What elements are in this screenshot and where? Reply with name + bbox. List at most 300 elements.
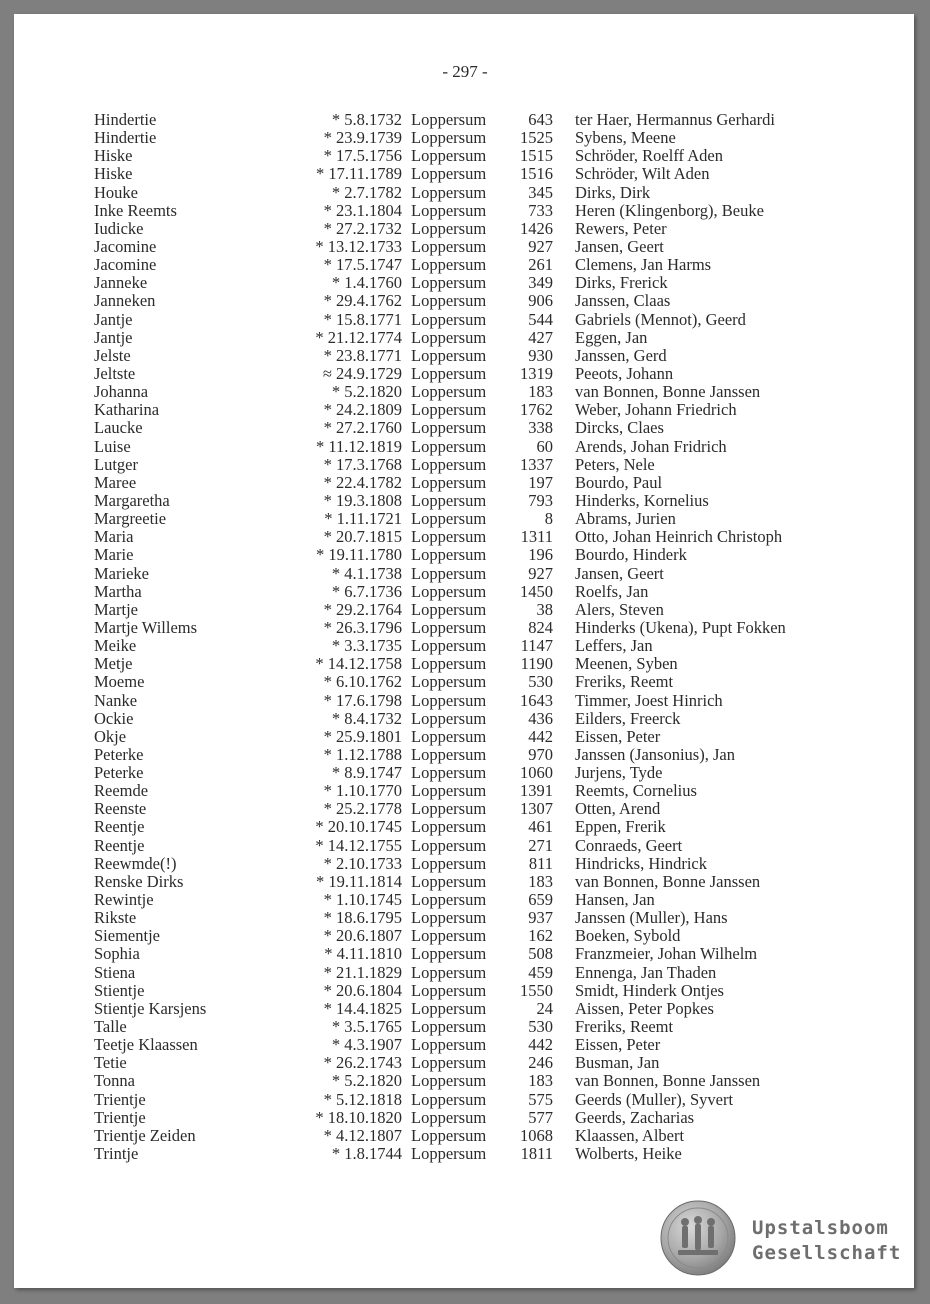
entry-name: Reewmde(!) [94, 853, 177, 873]
entry-date: * 5.2.1820 [331, 382, 402, 402]
entry-place: Loppersum [411, 382, 487, 402]
table-row [0, 710, 930, 728]
entry-name: Inke Reemts [94, 200, 177, 220]
entry-spouse: Janssen (Muller), Hans [575, 908, 728, 928]
entry-number: 1060 [520, 763, 553, 783]
entry-place: Loppersum [411, 146, 487, 166]
entry-spouse: Gabriels (Mennot), Geerd [575, 309, 746, 329]
entry-number: 60 [536, 436, 553, 456]
entry-place: Loppersum [411, 962, 487, 982]
entry-number: 1515 [520, 146, 553, 166]
table-row [0, 111, 930, 129]
entry-number: 930 [528, 345, 553, 365]
entry-number: 906 [528, 291, 553, 311]
entry-place: Loppersum [411, 128, 487, 148]
entry-place: Loppersum [411, 781, 487, 801]
entry-number: 927 [528, 236, 553, 256]
entry-place: Loppersum [411, 273, 487, 293]
entry-date: * 22.4.1782 [323, 472, 402, 492]
table-row [0, 637, 930, 655]
table-row [0, 1036, 930, 1054]
entry-number: 1450 [520, 581, 553, 601]
entry-spouse: Timmer, Joest Hinrich [575, 690, 723, 710]
table-row [0, 565, 930, 583]
table-row [0, 528, 930, 546]
entry-place: Loppersum [411, 817, 487, 837]
table-row [0, 510, 930, 528]
entry-place: Loppersum [411, 436, 487, 456]
table-row [0, 546, 930, 564]
entry-spouse: Janssen (Jansonius), Jan [575, 744, 735, 764]
entry-name: Trientje [94, 1089, 146, 1109]
entry-date: * 4.12.1807 [323, 1125, 402, 1145]
entry-name: Rikste [94, 908, 137, 928]
entry-date: * 26.2.1743 [323, 1053, 402, 1073]
entry-place: Loppersum [411, 1035, 487, 1055]
entry-date: * 4.1.1738 [331, 563, 402, 583]
entry-place: Loppersum [411, 545, 487, 565]
entry-number: 530 [528, 672, 553, 692]
entry-place: Loppersum [411, 309, 487, 329]
entry-spouse: Clemens, Jan Harms [575, 255, 712, 275]
entry-number: 271 [528, 835, 553, 855]
entry-date: * 18.6.1795 [323, 908, 402, 928]
entry-number: 530 [528, 1017, 553, 1037]
entry-place: Loppersum [411, 490, 487, 510]
entry-spouse: Peters, Nele [575, 454, 655, 474]
entry-date: * 23.1.1804 [323, 200, 402, 220]
entry-place: Loppersum [411, 853, 487, 873]
entry-date: ≈ 24.9.1729 [322, 363, 402, 383]
watermark-line-1: Upstalsboom [752, 1217, 889, 1239]
entry-number: 183 [528, 1071, 553, 1091]
entry-place: Loppersum [411, 672, 487, 692]
entry-name: Jantje [94, 327, 133, 347]
entry-name: Nanke [94, 690, 138, 710]
entry-place: Loppersum [411, 726, 487, 746]
entry-date: * 20.10.1745 [315, 817, 402, 837]
entry-place: Loppersum [411, 400, 487, 420]
entry-place: Loppersum [411, 690, 487, 710]
entry-name: Hindertie [94, 110, 157, 129]
entry-name: Stiena [94, 962, 136, 982]
table-row [0, 964, 930, 982]
entry-number: 1550 [520, 980, 553, 1000]
entry-number: 196 [528, 545, 553, 565]
entry-name: Renske Dirks [94, 871, 184, 891]
entry-spouse: Janssen, Gerd [575, 345, 667, 365]
entry-spouse: Abrams, Jurien [575, 509, 676, 529]
entry-number: 937 [528, 908, 553, 928]
entry-spouse: Bourdo, Paul [575, 472, 663, 492]
entry-spouse: Arends, Johan Fridrich [575, 436, 727, 456]
entry-name: Sophia [94, 944, 140, 964]
entry-spouse: Hindricks, Hindrick [575, 853, 707, 873]
entry-place: Loppersum [411, 363, 487, 383]
entry-spouse: Dircks, Claes [575, 418, 664, 438]
entry-place: Loppersum [411, 835, 487, 855]
entry-place: Loppersum [411, 110, 487, 129]
entry-spouse: Dirks, Frerick [575, 273, 668, 293]
entry-place: Loppersum [411, 236, 487, 256]
table-row [0, 456, 930, 474]
entry-name: Jantje [94, 309, 133, 329]
entry-spouse: Aissen, Peter Popkes [575, 998, 714, 1018]
entry-place: Loppersum [411, 527, 487, 547]
table-row [0, 1000, 930, 1018]
entry-spouse: Busman, Jan [575, 1053, 660, 1073]
entry-date: * 3.3.1735 [331, 636, 402, 656]
table-row [0, 147, 930, 165]
entry-spouse: Jansen, Geert [575, 563, 664, 583]
entry-place: Loppersum [411, 799, 487, 819]
entry-name: Teetje Klaassen [94, 1035, 198, 1055]
entry-number: 1811 [520, 1144, 553, 1164]
entry-number: 24 [536, 998, 553, 1018]
entry-spouse: Ennenga, Jan Thaden [575, 962, 717, 982]
entry-name: Siementje [94, 926, 160, 946]
entry-number: 197 [528, 472, 553, 492]
entry-name: Jacomine [94, 236, 157, 256]
entry-place: Loppersum [411, 581, 487, 601]
entry-name: Ockie [94, 708, 134, 728]
entry-place: Loppersum [411, 1017, 487, 1037]
entry-name: Luise [94, 436, 131, 456]
entry-date: * 14.12.1758 [315, 654, 402, 674]
entry-place: Loppersum [411, 418, 487, 438]
entry-spouse: Hansen, Jan [575, 890, 655, 910]
entry-number: 38 [536, 599, 553, 619]
table-row [0, 474, 930, 492]
entry-spouse: Rewers, Peter [575, 218, 667, 238]
entry-date: * 1.10.1745 [323, 890, 402, 910]
entry-date: * 13.12.1733 [315, 236, 402, 256]
table-row [0, 945, 930, 963]
entry-number: 1762 [520, 400, 553, 420]
entry-place: Loppersum [411, 617, 487, 637]
entry-spouse: Otto, Johan Heinrich Christoph [575, 527, 783, 547]
entry-spouse: Wolberts, Heike [575, 1144, 682, 1164]
entry-name: Jacomine [94, 255, 157, 275]
table-row [0, 837, 930, 855]
entry-date: * 1.10.1770 [323, 781, 402, 801]
entry-place: Loppersum [411, 218, 487, 238]
entry-date: * 11.12.1819 [315, 436, 402, 456]
entry-date: * 17.11.1789 [315, 164, 402, 184]
table-row [0, 419, 930, 437]
entry-spouse: Hinderks, Kornelius [575, 490, 709, 510]
table-row [0, 329, 930, 347]
entry-spouse: Reemts, Cornelius [575, 781, 697, 801]
entry-place: Loppersum [411, 1144, 487, 1164]
entry-place: Loppersum [411, 926, 487, 946]
table-row [0, 619, 930, 637]
table-row [0, 438, 930, 456]
entry-number: 349 [528, 273, 553, 293]
entry-name: Lutger [94, 454, 138, 474]
table-row [0, 492, 930, 510]
table-row [0, 165, 930, 183]
entry-number: 1391 [520, 781, 553, 801]
table-row [0, 365, 930, 383]
entry-place: Loppersum [411, 255, 487, 275]
entry-name: Laucke [94, 418, 143, 438]
entry-name: Martha [94, 581, 142, 601]
entry-number: 246 [528, 1053, 553, 1073]
entry-date: * 27.2.1732 [323, 218, 402, 238]
entry-name: Martje [94, 599, 138, 619]
entry-spouse: ter Haer, Hermannus Gerhardi [575, 110, 775, 129]
entry-number: 461 [528, 817, 553, 837]
entry-place: Loppersum [411, 599, 487, 619]
entry-number: 577 [528, 1107, 553, 1127]
entry-date: * 19.3.1808 [323, 490, 402, 510]
entry-name: Trintje [94, 1144, 139, 1164]
entry-spouse: Geerds, Zacharias [575, 1107, 695, 1127]
table-row [0, 728, 930, 746]
entry-spouse: Conraeds, Geert [575, 835, 683, 855]
entry-name: Trientje [94, 1107, 146, 1127]
entry-date: * 20.6.1804 [323, 980, 402, 1000]
table-row [0, 202, 930, 220]
entry-number: 442 [528, 726, 553, 746]
entry-place: Loppersum [411, 327, 487, 347]
entry-number: 1643 [520, 690, 553, 710]
entry-name: Margaretha [94, 490, 170, 510]
entry-spouse: Eilders, Freerck [575, 708, 681, 728]
entry-spouse: Jurjens, Tyde [575, 763, 663, 783]
entry-spouse: Eppen, Frerik [575, 817, 666, 837]
entry-spouse: Freriks, Reemt [575, 672, 674, 692]
entry-place: Loppersum [411, 1089, 487, 1109]
entry-name: Stientje Karsjens [94, 998, 207, 1018]
entry-spouse: Weber, Johann Friedrich [575, 400, 737, 420]
table-row [0, 746, 930, 764]
entry-spouse: van Bonnen, Bonne Janssen [575, 871, 761, 891]
table-row [0, 782, 930, 800]
entry-name: Jeltste [94, 363, 136, 383]
entry-date: * 1.11.1721 [324, 509, 402, 529]
entry-spouse: Eissen, Peter [575, 726, 661, 746]
entry-date: * 27.2.1760 [323, 418, 402, 438]
entry-place: Loppersum [411, 291, 487, 311]
entry-name: Marieke [94, 563, 149, 583]
entry-number: 459 [528, 962, 553, 982]
table-row [0, 855, 930, 873]
entry-number: 659 [528, 890, 553, 910]
page-number: - 297 - [442, 62, 488, 81]
entry-number: 793 [528, 490, 553, 510]
entry-spouse: Jansen, Geert [575, 236, 664, 256]
entry-place: Loppersum [411, 871, 487, 891]
entry-number: 733 [528, 200, 553, 220]
entry-name: Jelste [94, 345, 131, 365]
entry-number: 427 [528, 327, 553, 347]
table-row [0, 1018, 930, 1036]
entry-name: Reenste [94, 799, 147, 819]
table-row [0, 129, 930, 147]
entry-date: * 14.12.1755 [315, 835, 402, 855]
entry-place: Loppersum [411, 1125, 487, 1145]
entry-name: Hiske [94, 146, 133, 166]
table-row [0, 764, 930, 782]
entry-number: 970 [528, 744, 553, 764]
entry-name: Tetie [94, 1053, 127, 1073]
entry-name: Trientje Zeiden [94, 1125, 196, 1145]
entry-date: * 23.9.1739 [323, 128, 402, 148]
entry-spouse: Bourdo, Hinderk [575, 545, 687, 565]
entry-number: 1337 [520, 454, 553, 474]
entry-place: Loppersum [411, 890, 487, 910]
table-row [0, 601, 930, 619]
entry-number: 1311 [520, 527, 553, 547]
entry-place: Loppersum [411, 1053, 487, 1073]
table-row [0, 927, 930, 945]
entry-name: Tonna [94, 1071, 136, 1091]
table-row [0, 692, 930, 710]
entry-number: 1307 [520, 799, 553, 819]
table-row [0, 1145, 930, 1163]
table-row [0, 383, 930, 401]
entry-date: * 20.6.1807 [323, 926, 402, 946]
entry-number: 643 [528, 110, 553, 129]
entry-date: * 24.2.1809 [323, 400, 402, 420]
entry-spouse: Peeots, Johann [575, 363, 674, 383]
entry-spouse: Dirks, Dirk [575, 182, 651, 202]
entry-name: Reemde [94, 781, 149, 801]
entry-place: Loppersum [411, 182, 487, 202]
entry-date: * 4.3.1907 [331, 1035, 402, 1055]
table-row [0, 1054, 930, 1072]
entry-number: 261 [528, 255, 553, 275]
entry-number: 575 [528, 1089, 553, 1109]
entry-number: 1525 [520, 128, 553, 148]
entry-number: 1190 [520, 654, 553, 674]
entry-date: * 26.3.1796 [323, 617, 402, 637]
table-row [0, 184, 930, 202]
entry-name: Peterke [94, 763, 144, 783]
register-list [0, 111, 930, 1163]
entry-place: Loppersum [411, 654, 487, 674]
table-row [0, 401, 930, 419]
table-row [0, 873, 930, 891]
entry-spouse: Boeken, Sybold [575, 926, 681, 946]
entry-number: 508 [528, 944, 553, 964]
entry-number: 1319 [520, 363, 553, 383]
entry-place: Loppersum [411, 454, 487, 474]
entry-date: * 8.9.1747 [331, 763, 402, 783]
entry-date: * 20.7.1815 [323, 527, 402, 547]
entry-date: * 14.4.1825 [323, 998, 402, 1018]
entry-name: Marie [94, 545, 134, 565]
entry-place: Loppersum [411, 509, 487, 529]
entry-name: Metje [94, 654, 133, 674]
entry-spouse: Heren (Klingenborg), Beuke [575, 200, 764, 220]
entry-name: Johanna [94, 382, 149, 402]
entry-spouse: Smidt, Hinderk Ontjes [575, 980, 724, 1000]
table-row [0, 818, 930, 836]
entry-date: * 21.12.1774 [315, 327, 402, 347]
entry-date: * 5.2.1820 [331, 1071, 402, 1091]
entry-place: Loppersum [411, 164, 487, 184]
table-row [0, 1127, 930, 1145]
table-row [0, 982, 930, 1000]
table-row [0, 347, 930, 365]
entry-number: 824 [528, 617, 553, 637]
entry-spouse: Leffers, Jan [575, 636, 653, 656]
entry-date: * 1.12.1788 [323, 744, 402, 764]
entry-date: * 2.10.1733 [323, 853, 402, 873]
entry-place: Loppersum [411, 980, 487, 1000]
entry-number: 1068 [520, 1125, 553, 1145]
entry-number: 162 [528, 926, 553, 946]
entry-name: Iudicke [94, 218, 144, 238]
entry-spouse: Geerds (Muller), Syvert [575, 1089, 734, 1109]
entry-place: Loppersum [411, 636, 487, 656]
seal-icon [660, 1200, 736, 1276]
entry-name: Hindertie [94, 128, 157, 148]
entry-name: Okje [94, 726, 127, 746]
entry-number: 1147 [520, 636, 553, 656]
entry-spouse: Schröder, Wilt Aden [575, 164, 710, 184]
entry-place: Loppersum [411, 908, 487, 928]
entry-date: * 5.12.1818 [323, 1089, 402, 1109]
table-row [0, 891, 930, 909]
entry-spouse: Klaassen, Albert [575, 1125, 685, 1145]
entry-date: * 15.8.1771 [323, 309, 402, 329]
table-row [0, 1109, 930, 1127]
entry-number: 927 [528, 563, 553, 583]
entry-spouse: Roelfs, Jan [575, 581, 649, 601]
table-row [0, 311, 930, 329]
entry-date: * 1.8.1744 [331, 1144, 402, 1164]
entry-spouse: Franzmeier, Johan Wilhelm [575, 944, 758, 964]
entry-spouse: Meenen, Syben [575, 654, 678, 674]
entry-date: * 2.7.1782 [331, 182, 402, 202]
entry-date: * 21.1.1829 [323, 962, 402, 982]
entry-number: 1516 [520, 164, 553, 184]
entry-number: 442 [528, 1035, 553, 1055]
entry-spouse: Freriks, Reemt [575, 1017, 674, 1037]
entry-name: Talle [94, 1017, 127, 1037]
entry-spouse: Schröder, Roelff Aden [575, 146, 723, 166]
entry-spouse: Otten, Arend [575, 799, 661, 819]
entry-name: Janneken [94, 291, 156, 311]
entry-spouse: van Bonnen, Bonne Janssen [575, 382, 761, 402]
entry-date: * 25.9.1801 [323, 726, 402, 746]
entry-number: 811 [528, 853, 553, 873]
entry-spouse: Hinderks (Ukena), Pupt Fokken [575, 617, 786, 637]
table-row [0, 274, 930, 292]
entry-name: Reentje [94, 817, 145, 837]
entry-name: Maree [94, 472, 137, 492]
entry-place: Loppersum [411, 1107, 487, 1127]
entry-spouse: van Bonnen, Bonne Janssen [575, 1071, 761, 1091]
watermark-line-2: Gesellschaft [752, 1242, 902, 1264]
entry-place: Loppersum [411, 998, 487, 1018]
table-row [0, 256, 930, 274]
entry-number: 436 [528, 708, 553, 728]
entry-date: * 17.3.1768 [323, 454, 402, 474]
entry-spouse: Janssen, Claas [575, 291, 671, 311]
table-row [0, 655, 930, 673]
entry-number: 183 [528, 382, 553, 402]
entry-name: Martje Willems [94, 617, 198, 637]
table-row [0, 220, 930, 238]
entry-number: 338 [528, 418, 553, 438]
watermark-brand [752, 1216, 901, 1266]
entry-date: * 19.11.1780 [315, 545, 402, 565]
